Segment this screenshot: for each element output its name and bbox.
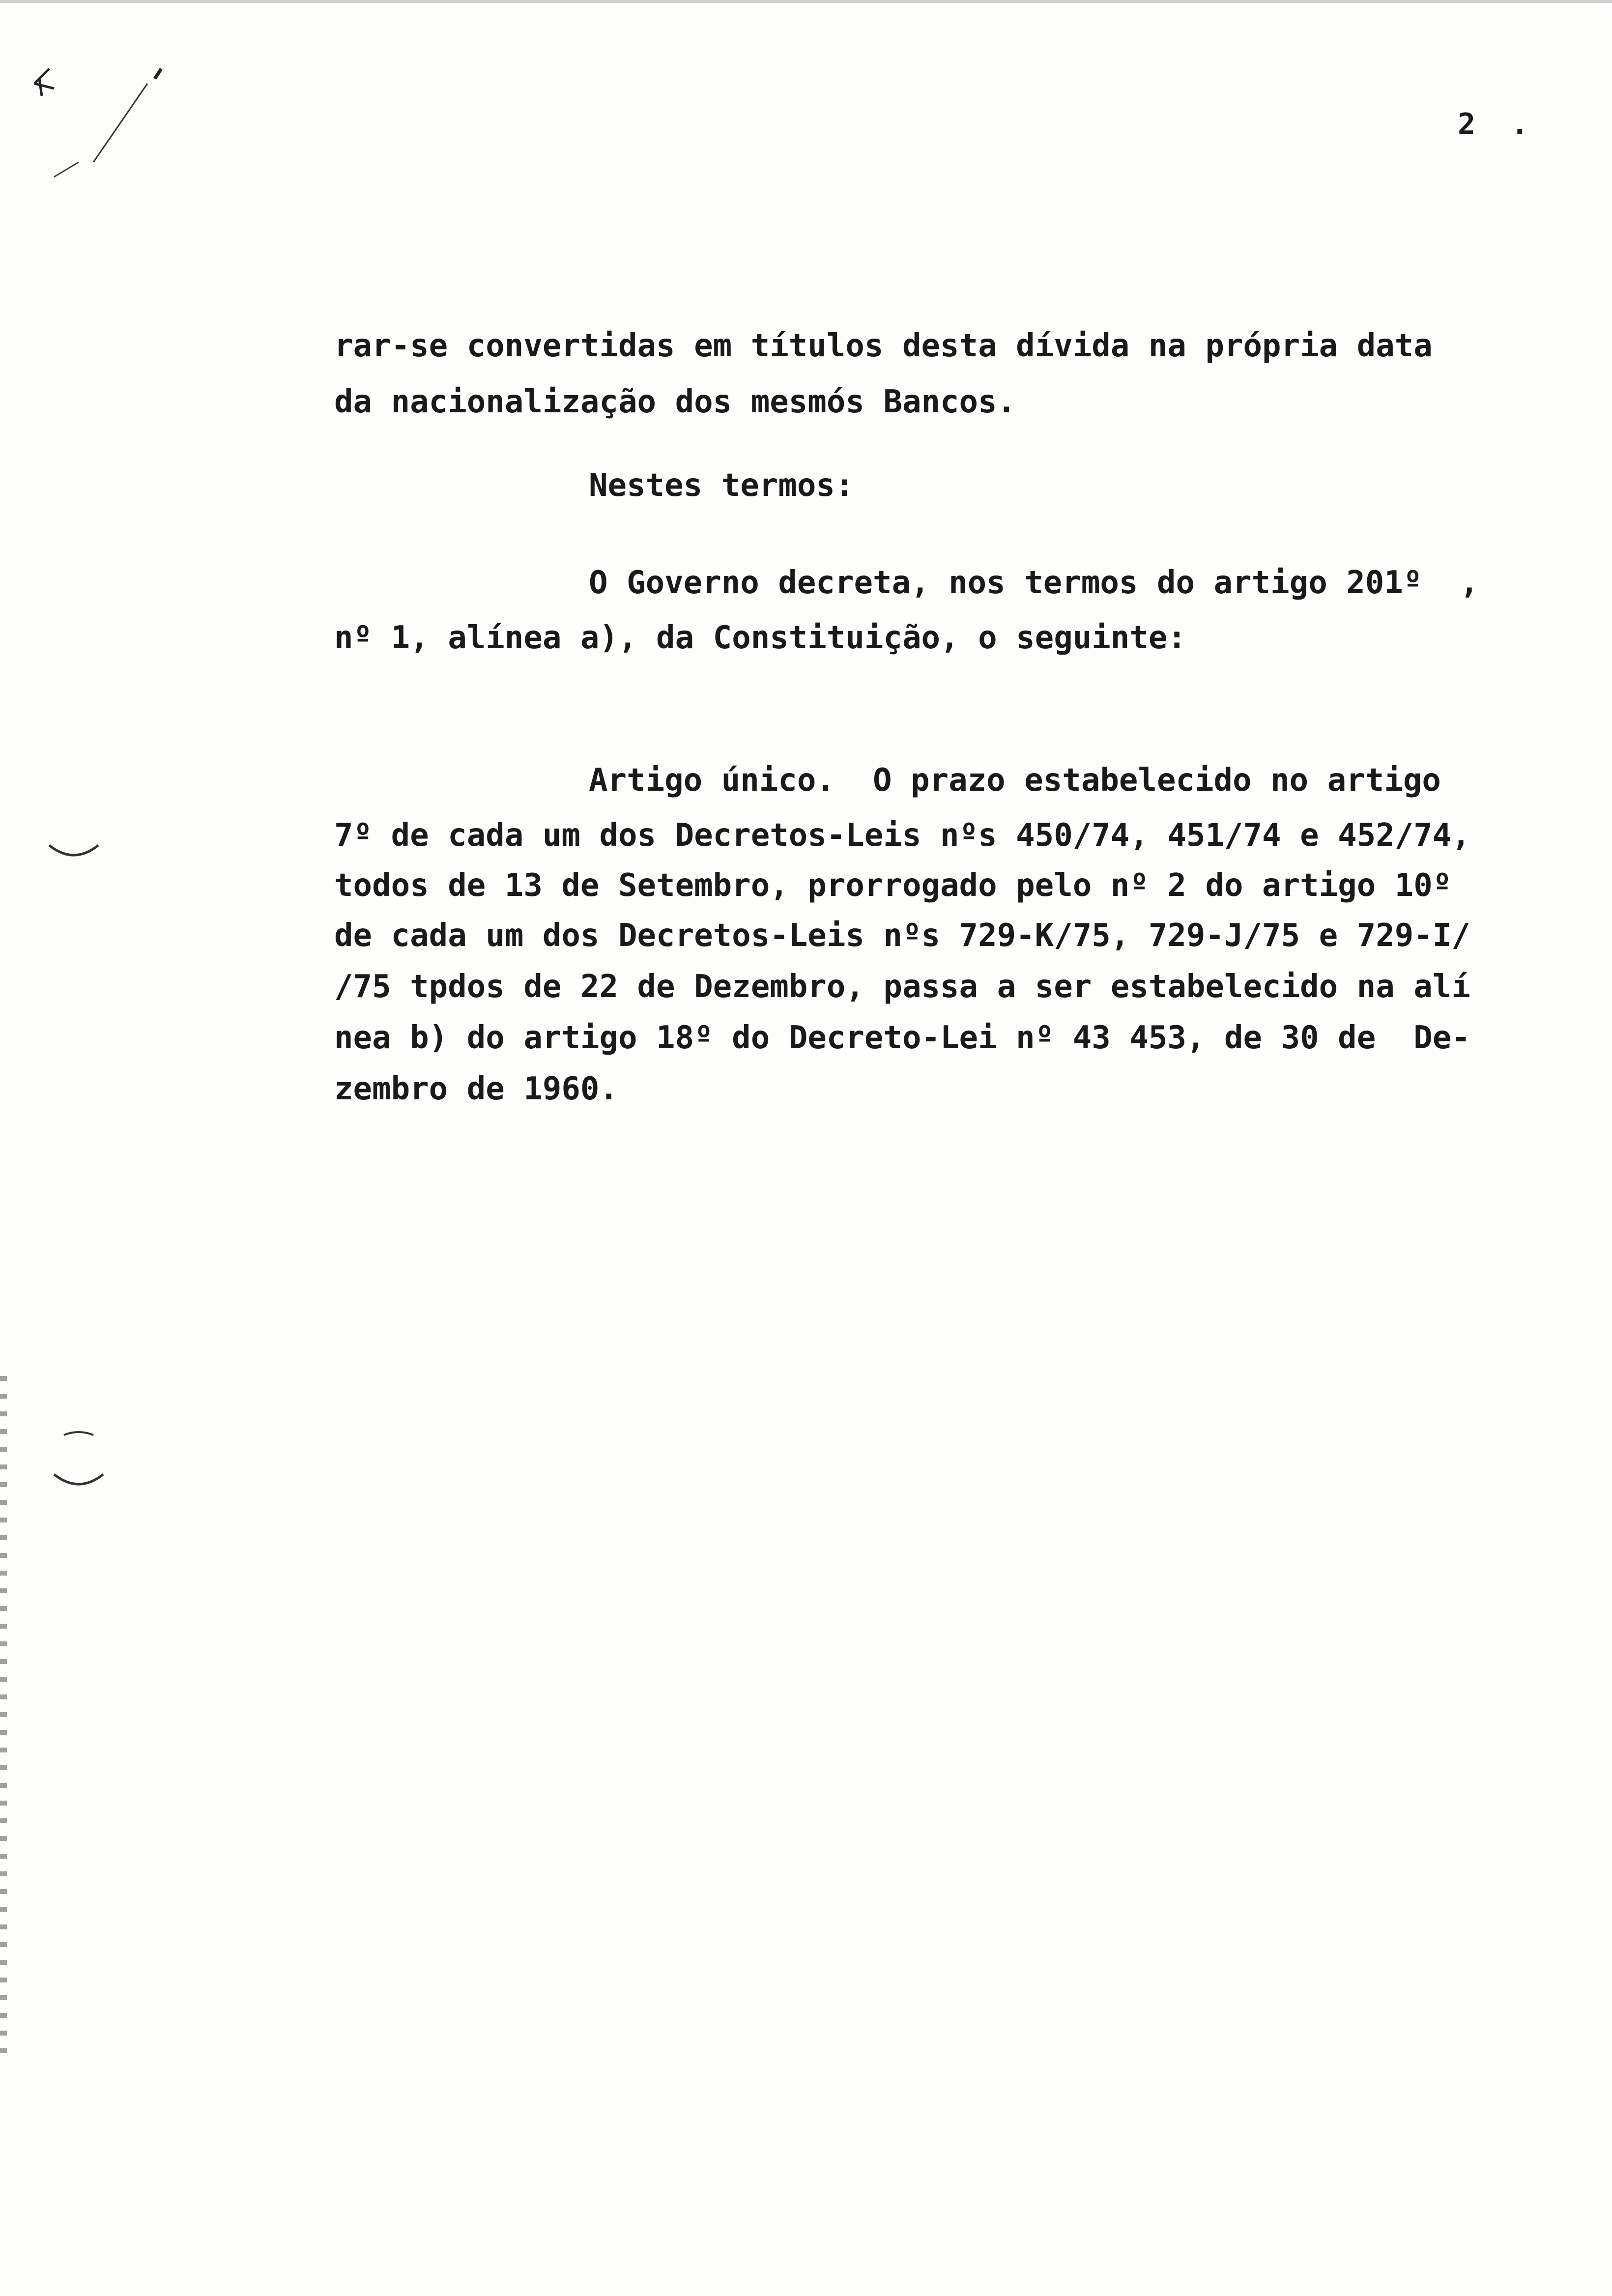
body-text-line: da nacionalização dos mesmós Bancos. [334,384,1016,420]
article-text-line: nea b) do artigo 18º do Decreto-Lei nº 43 453, de 30 de De- [334,1020,1470,1056]
punch-hole-mark [44,835,103,870]
punch-hole-mark [49,1425,108,1514]
article-text-line: Artigo único. O prazo estabelecido no artigo [589,762,1441,799]
pen-mark-scribble [20,49,167,187]
article-text-line: /75 tpdos de 22 de Dezembro, passa a ser estabelecido na alí [334,969,1470,1005]
article-text-line: zembro de 1960. [334,1071,618,1107]
body-text-line: O Governo decreta, nos termos do artigo 201º , [589,565,1479,601]
body-text-line: rar-se convertidas em títulos desta dívida na própria data [334,328,1433,364]
article-text-line: 7º de cada um dos Decretos-Leis nºs 450/74, 451/74 e 452/74, [334,817,1470,854]
scan-binding-edge [0,1376,7,2064]
scan-top-border [0,0,1612,3]
page-number: 2 . [1458,107,1538,142]
article-text-line: de cada um dos Decretos-Leis nºs 729-K/75, 729-J/75 e 729-I/ [334,918,1470,954]
body-text-line: nº 1, alínea a), da Constituição, o seguinte: [334,620,1186,656]
section-heading: Nestes termos: [589,467,854,504]
article-text-line: todos de 13 de Setembro, prorrogado pelo nº 2 do artigo 10º [334,867,1452,904]
